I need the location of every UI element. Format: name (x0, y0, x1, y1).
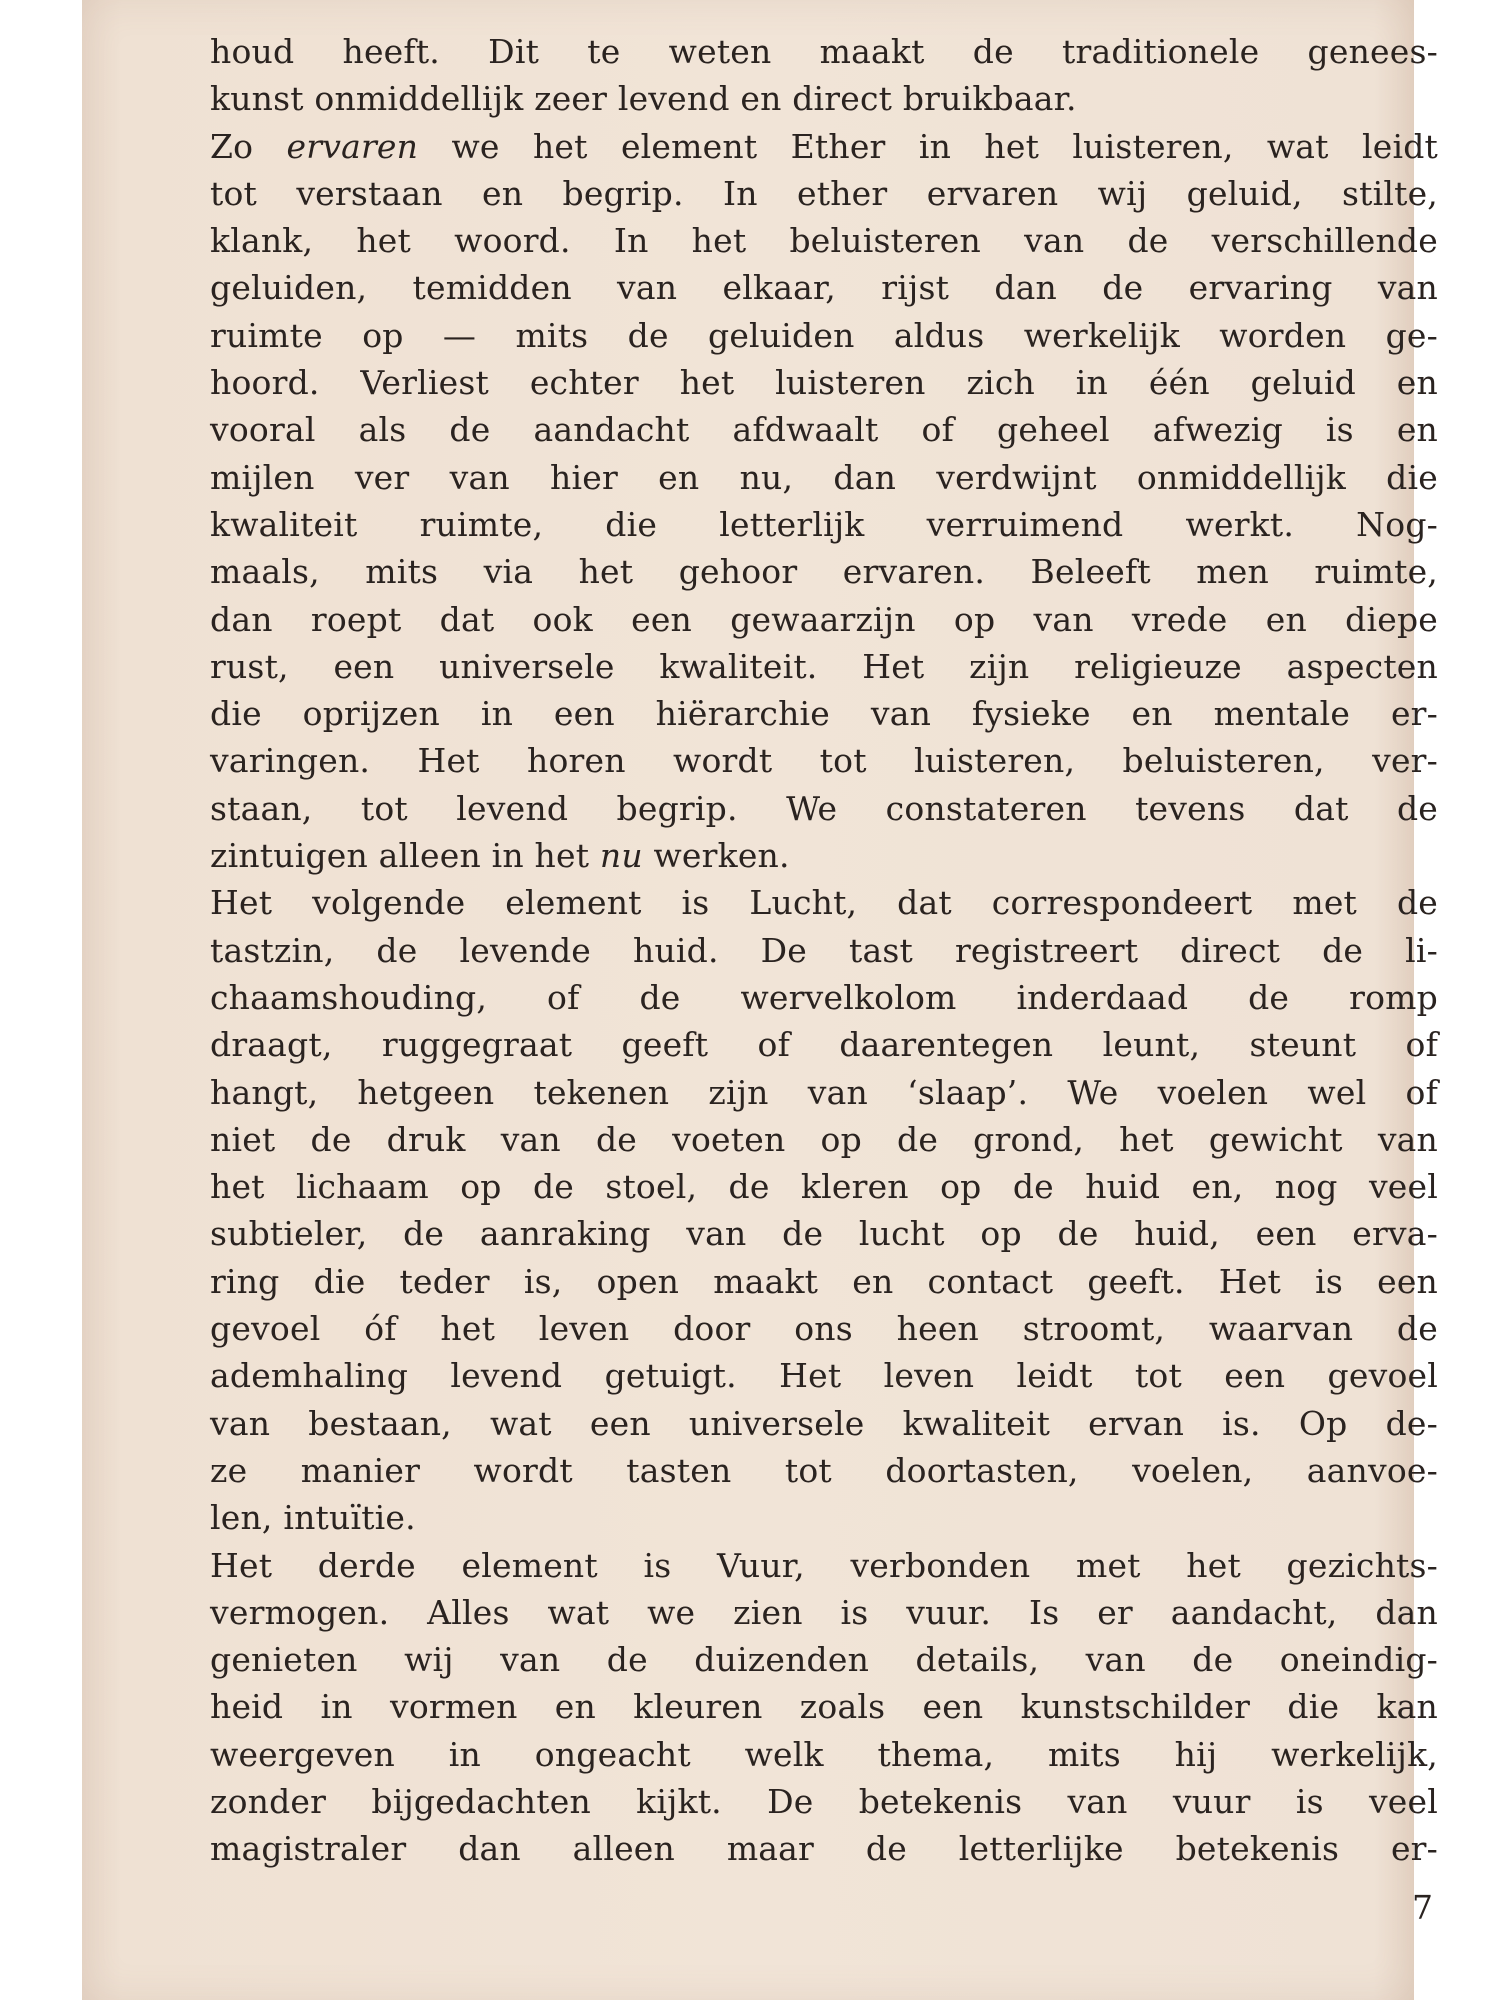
text-line: zonder bijgedachten kijkt. De betekenis van vuur is veel (210, 1781, 1438, 1821)
text-line: ademhaling levend getuigt. Het leven leidt tot een gevoel (210, 1356, 1438, 1396)
text-line: rust, een universele kwaliteit. Het zijn religieuze aspecten (210, 646, 1438, 686)
text-line: dan roept dat ook een gewaarzijn op van vrede en diepe (210, 599, 1438, 639)
text-line: ze manier wordt tasten tot doortasten, voelen, aanvoe- (210, 1450, 1438, 1490)
text-line: het lichaam op de stoel, de kleren op de huid en, nog veel (210, 1167, 1438, 1207)
text-line: subtieler, de aanraking van de lucht op de huid, een erva- (210, 1214, 1438, 1254)
text-line: mijlen ver van hier en nu, dan verdwijnt onmiddellijk die (210, 457, 1438, 497)
text-line: klank, het woord. In het beluisteren van de verschillende (210, 221, 1438, 261)
text-line: draagt, ruggegraat geeft of daarentegen leunt, steunt of (210, 1025, 1438, 1065)
text-line: gevoel óf het leven door ons heen stroomt, waarvan de (210, 1309, 1438, 1349)
text-line: Zo ervaren we het element Ether in het luisteren, wat leidt (210, 126, 1438, 166)
text-line: tot verstaan en begrip. In ether ervaren wij geluid, stilte, (210, 173, 1438, 213)
text-line: hangt, hetgeen tekenen zijn van ‘slaap’. We voelen wel of (210, 1072, 1438, 1112)
text-line: weergeven in ongeacht welk thema, mits hij werkelijk, (210, 1734, 1438, 1774)
text-line: houd heeft. Dit te weten maakt de traditionele genees- (210, 32, 1438, 71)
book-page (82, 0, 1438, 2000)
text-line: genieten wij van de duizenden details, van de oneindig- (210, 1640, 1438, 1680)
text-line: hoord. Verliest echter het luisteren zich in één geluid en (210, 363, 1438, 403)
text-line: ruimte op — mits de geluiden aldus werkelijk worden ge- (210, 315, 1438, 355)
text-line: ring die teder is, open maakt en contact geeft. Het is een (210, 1261, 1438, 1301)
italic-word: nu (589, 836, 654, 876)
text-line: tastzin, de levende huid. De tast registreert direct de li- (210, 930, 1438, 970)
text-line: geluiden, temidden van elkaar, rijst dan de ervaring van (210, 268, 1438, 308)
text-line: chaamshouding, of de wervelkolom inderdaad de romp (210, 977, 1438, 1017)
text-line: kunst onmiddellijk zeer levend en direct bruikbaar. (210, 79, 1077, 119)
text-line: len, intuïtie. (210, 1498, 416, 1538)
text-line: varingen. Het horen wordt tot luisteren, beluisteren, ver- (210, 741, 1438, 781)
text-line: staan, tot levend begrip. We constateren tevens dat de (210, 788, 1438, 828)
text-line: kwaliteit ruimte, die letterlijk verruimend werkt. Nog- (210, 504, 1438, 544)
body-text (210, 28, 1438, 1873)
text-line: van bestaan, wat een universele kwaliteit ervan is. Op de- (210, 1403, 1438, 1443)
page-number: 7 (1412, 1888, 1433, 1927)
text-line: vooral als de aandacht afdwaalt of geheel afwezig is en (210, 410, 1438, 450)
text-line: Het derde element is Vuur, verbonden met het gezichts- (210, 1545, 1438, 1585)
text-line: die oprijzen in een hiërarchie van fysieke en mentale er- (210, 694, 1438, 734)
italic-word: ervaren (286, 126, 419, 166)
text-line: maals, mits via het gehoor ervaren. Beleeft men ruimte, (210, 552, 1438, 592)
text-line: zintuigen alleen in het nu werken. (210, 836, 790, 876)
text-line: magistraler dan alleen maar de letterlijke betekenis er- (210, 1829, 1438, 1869)
text-line: niet de druk van de voeten op de grond, het gewicht van (210, 1119, 1438, 1159)
text-line: heid in vormen en kleuren zoals een kunstschilder die kan (210, 1687, 1438, 1727)
text-line: Het volgende element is Lucht, dat correspondeert met de (210, 883, 1438, 923)
text-line: vermogen. Alles wat we zien is vuur. Is er aandacht, dan (210, 1592, 1438, 1632)
